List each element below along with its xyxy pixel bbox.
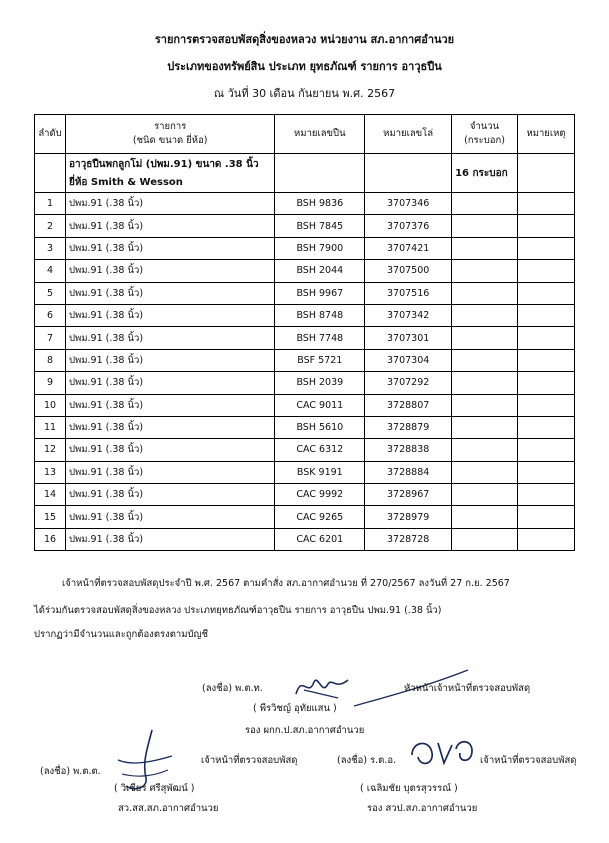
row-no: 4 [35,260,66,282]
header-no: ลำดับ [35,115,66,154]
head-position: รอง ผกก.ป.สภ.อากาศอำนวย [245,725,365,736]
row-no: 12 [35,439,66,461]
row-remark [517,484,574,506]
table-row [35,484,575,506]
row-remark [517,327,574,349]
row-item: ปพม.91 (.38 นิ้ว) [65,282,274,304]
right-name: ( เฉลิมชัย บุตรสุวรรณ์ ) [360,783,458,794]
row-no: 5 [35,282,66,304]
right-position: รอง สวป.สภ.อากาศอำนวย [367,803,478,814]
row-serial-no: 3707421 [365,237,452,259]
row-gun-no: CAC 6312 [275,439,365,461]
row-item: ปพม.91 (.38 นิ้ว) [65,461,274,483]
group-row [35,154,575,193]
row-gun-no: BSK 9191 [275,461,365,483]
row-qty [452,416,518,438]
row-remark [517,461,574,483]
row-item: ปพม.91 (.38 นิ้ว) [65,484,274,506]
row-qty [452,237,518,259]
row-remark [517,215,574,237]
row-no: 8 [35,349,66,371]
row-no: 15 [35,506,66,528]
row-remark [517,282,574,304]
table-row [35,282,575,304]
table-row [35,215,575,237]
row-gun-no: BSH 9836 [275,193,365,215]
row-no: 13 [35,461,66,483]
row-qty [452,394,518,416]
row-serial-no: 3728967 [365,484,452,506]
row-item: ปพม.91 (.38 นิ้ว) [65,506,274,528]
statement-line-2: ได้ร่วมกันตรวจสอบพัสดุสิ่งของหลวง ประเภทยุทธภัณฑ์อาวุธปืน รายการ อาวุธปืน ปพม.91 (.38 นิ้ว) [34,605,442,616]
row-serial-no: 3707292 [365,372,452,394]
row-no: 10 [35,394,66,416]
table-row [35,237,575,259]
row-qty [452,372,518,394]
row-item: ปพม.91 (.38 นิ้ว) [65,327,274,349]
row-serial-no: 3728979 [365,506,452,528]
left-role: เจ้าหน้าที่ตรวจสอบพัสดุ [201,755,298,766]
head-sign-prefix: (ลงชื่อ) พ.ต.ท. [202,683,263,694]
row-remark [517,416,574,438]
row-gun-no: BSF 5721 [275,349,365,371]
table-row [35,394,575,416]
head-signature-scribble [292,668,352,702]
header-qty-line2: (กระบอก) [464,135,505,146]
row-qty [452,528,518,550]
row-item: ปพม.91 (.38 นิ้ว) [65,260,274,282]
row-gun-no: BSH 7900 [275,237,365,259]
date-line: ณ วันที่ 30 เดือน กันยายน พ.ศ. 2567 [213,87,396,100]
row-qty [452,439,518,461]
header-qty-line1: จำนวน [469,121,500,132]
row-remark [517,193,574,215]
row-no: 1 [35,193,66,215]
row-gun-no: BSH 5610 [275,416,365,438]
table-row [35,260,575,282]
row-serial-no: 3728879 [365,416,452,438]
row-gun-no: BSH 8748 [275,304,365,326]
row-qty [452,304,518,326]
row-remark [517,394,574,416]
row-item: ปพม.91 (.38 นิ้ว) [65,304,274,326]
row-serial-no: 3707304 [365,349,452,371]
row-qty [452,260,518,282]
row-item: ปพม.91 (.38 นิ้ว) [65,349,274,371]
row-qty [452,215,518,237]
row-item: ปพม.91 (.38 นิ้ว) [65,416,274,438]
row-no: 9 [35,372,66,394]
row-remark [517,349,574,371]
table-row [35,439,575,461]
table-row [35,372,575,394]
row-gun-no: CAC 6201 [275,528,365,550]
row-remark [517,304,574,326]
row-serial-no: 3728838 [365,439,452,461]
right-role: เจ้าหน้าที่ตรวจสอบพัสดุ [480,755,577,766]
row-serial-no: 3707516 [365,282,452,304]
row-gun-no: BSH 2044 [275,260,365,282]
row-no: 2 [35,215,66,237]
right-signature-scribble [408,735,488,769]
row-serial-no: 3707342 [365,304,452,326]
row-qty [452,349,518,371]
row-qty [452,193,518,215]
row-no: 6 [35,304,66,326]
left-sign-prefix: (ลงชื่อ) พ.ต.ต. [40,766,101,777]
row-no: 11 [35,416,66,438]
row-serial-no: 3728807 [365,394,452,416]
row-item: ปพม.91 (.38 นิ้ว) [65,394,274,416]
group-description [65,154,274,193]
statement-line-3: ปรากฏว่ามีจำนวนและถูกต้องตรงตามบัญชี [34,629,209,640]
row-serial-no: 3728884 [365,461,452,483]
left-name: ( วิเชียร ศรีสุพัฒน์ ) [114,783,195,794]
row-gun-no: BSH 7748 [275,327,365,349]
row-no: 7 [35,327,66,349]
header-gun-no: หมายเลขปืน [275,115,365,154]
left-position: สว.สส.สภ.อากาศอำนวย [118,803,219,814]
row-remark [517,528,574,550]
table-row [35,528,575,550]
header-item [65,115,274,154]
document-title: รายการตรวจสอบพัสดุสิ่งของหลวง หน่วยงาน สภ.อากาศอำนวย [154,33,455,46]
table-row [35,193,575,215]
row-item: ปพม.91 (.38 นิ้ว) [65,528,274,550]
row-no: 3 [35,237,66,259]
table-header-row [35,115,575,154]
row-item: ปพม.91 (.38 นิ้ว) [65,215,274,237]
table-row [35,461,575,483]
table-row [35,349,575,371]
row-gun-no: BSH 7845 [275,215,365,237]
head-name: ( พีรวิชญ์ อุทัยแสน ) [253,703,337,714]
row-item: ปพม.91 (.38 นิ้ว) [65,372,274,394]
row-no: 14 [35,484,66,506]
row-serial-no: 3707376 [365,215,452,237]
row-no: 16 [35,528,66,550]
row-gun-no: CAC 9265 [275,506,365,528]
row-remark [517,260,574,282]
row-gun-no: BSH 9967 [275,282,365,304]
row-qty [452,506,518,528]
head-role: หัวหน้าเจ้าหน้าที่ตรวจสอบพัสดุ [404,683,531,694]
table-row [35,304,575,326]
row-qty [452,484,518,506]
statement-line-1: เจ้าหน้าที่ตรวจสอบพัสดุประจำปี พ.ศ. 2567 ตามคำสั่ง สภ.อากาศอำนวย ที่ 270/2567 ลงวันที่ 27 ก.ย. 2567 [62,578,510,589]
row-qty [452,327,518,349]
row-remark [517,372,574,394]
table-row [35,327,575,349]
row-qty [452,282,518,304]
row-serial-no: 3707346 [365,193,452,215]
inventory-table [34,114,575,551]
row-item: ปพม.91 (.38 นิ้ว) [65,439,274,461]
row-serial-no: 3707500 [365,260,452,282]
row-remark [517,506,574,528]
row-gun-no: BSH 2039 [275,372,365,394]
header-item-line1: รายการ [154,121,187,132]
header-remark: หมายเหตุ [517,115,574,154]
group-desc-line1: อาวุธปืนพกลูกโม่ (ปพม.91) ขนาด .38 นิ้ว [68,159,259,170]
row-qty [452,461,518,483]
group-desc-line2: ยี่ห้อ Smith & Wesson [68,177,183,188]
header-qty [452,115,518,154]
row-item: ปพม.91 (.38 นิ้ว) [65,237,274,259]
header-item-line2: (ชนิด ขนาด ยี่ห้อ) [132,135,208,146]
row-gun-no: CAC 9011 [275,394,365,416]
row-remark [517,237,574,259]
row-gun-no: CAC 9992 [275,484,365,506]
right-sign-prefix: (ลงชื่อ) ร.ต.อ. [337,755,397,766]
row-item: ปพม.91 (.38 นิ้ว) [65,193,274,215]
row-serial-no: 3728728 [365,528,452,550]
table-row [35,506,575,528]
table-row [35,416,575,438]
row-serial-no: 3707301 [365,327,452,349]
row-remark [517,439,574,461]
header-serial-no: หมายเลขโล่ [365,115,452,154]
asset-type-line: ประเภทของทรัพย์สิน ประเภท ยุทธภัณฑ์ รายการ อาวุธปืน [167,60,442,73]
group-quantity: 16 กระบอก [452,154,518,193]
